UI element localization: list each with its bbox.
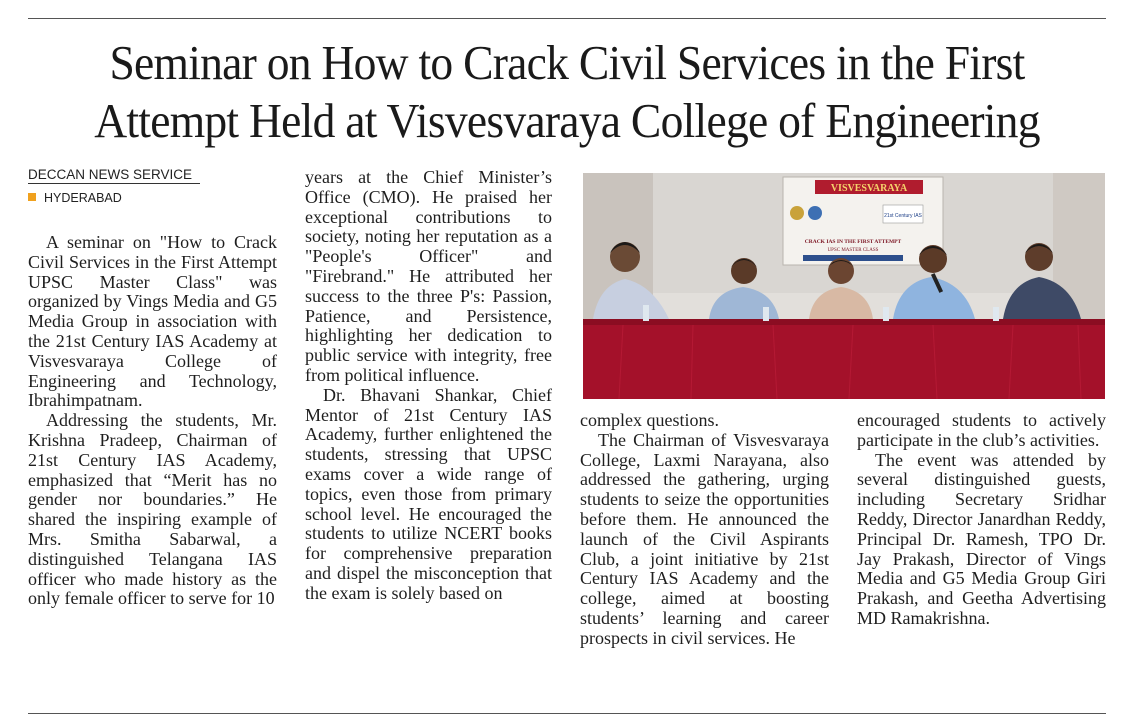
- article-column-1: [28, 233, 277, 609]
- paragraph: The Chairman of Visvesvaraya College, Laxmi Narayana, also addressed the gathering, urging students to seize the opportunities before them. He announced the launch of the Civil Aspirants Club, a joint initiative by 21st Century IAS Academy and the college, aimed at boosting students’ learning and career prospects in civil services. He: [580, 429, 829, 648]
- article-column-3: [580, 411, 829, 649]
- banner-logo-text: 21st Century IAS: [884, 213, 922, 219]
- banner-title: VISVESVARAYA: [830, 183, 908, 194]
- top-rule: [28, 18, 1106, 19]
- paragraph: Addressing the students, Mr. Krishna Pradeep, Chairman of 21st Century IAS Academy, emphasized that “Merit has no gender nor boundaries.” He shared the inspiring example of Mrs. Smitha Sabarwal, a distinguished Telangana IAS officer who made history as the only female officer to serve for 10: [28, 410, 277, 609]
- byline: DECCAN NEWS SERVICE: [28, 167, 200, 184]
- paragraph: complex questions.: [580, 410, 719, 430]
- dateline-square-icon: [28, 193, 36, 201]
- dateline-text: HYDERABAD: [44, 191, 122, 205]
- headline-line-2: Attempt Held at Visvesvaraya College of Engineering: [94, 93, 1040, 148]
- bottom-rule: [28, 713, 1106, 714]
- paragraph: A seminar on "How to Crack Civil Services in the First Attempt UPSC Master Class" was organized by Vings Media and G5 Media Group in association with the 21st Century IAS Academy at Visvesvaraya College of Engineering and Technology, Ibrahimpatnam.: [28, 232, 277, 411]
- paragraph: Dr. Bhavani Shankar, Chief Mentor of 21st Century IAS Academy, further enlightened the students, stressing that UPSC exams cover a wide range of topics, even those from primary school level. He encouraged the students to utilize NCERT books for comprehensive preparation and dispel the misconception that the exam is solely based on: [305, 384, 552, 603]
- paragraph: encouraged students to actively participate in the club’s activities.: [857, 410, 1106, 450]
- paragraph: years at the Chief Minister’s Office (CMO). He praised her exceptional contributions to society, noting her reputation as a "People's Officer" and "Firebrand." He attributed her success to the three P's: Passion, Patience, and Persistence, highlighting her dedication to public service with integrity, free from political influence.: [305, 167, 552, 385]
- banner-line-2: UPSC MASTER CLASS: [827, 248, 879, 253]
- dateline: [28, 191, 122, 205]
- event-photo: [583, 173, 1105, 399]
- headline: [66, 34, 1069, 150]
- article-column-2: [305, 168, 552, 604]
- headline-line-1: Seminar on How to Crack Civil Services in the First: [109, 35, 1025, 90]
- banner-line-1: CRACK IAS IN THE FIRST ATTEMPT: [804, 239, 902, 245]
- article-column-4: [857, 411, 1106, 629]
- paragraph: The event was attended by several distinguished guests, including Secretary Sridhar Reddy, Director Janardhan Reddy, Principal Dr. Ramesh, TPO Dr. Jay Prakash, Director of Vings Media and G5 Media Group Giri Prakash, and Geetha Advertising MD Ramakrishna.: [857, 449, 1106, 628]
- stage-table: [583, 319, 1105, 399]
